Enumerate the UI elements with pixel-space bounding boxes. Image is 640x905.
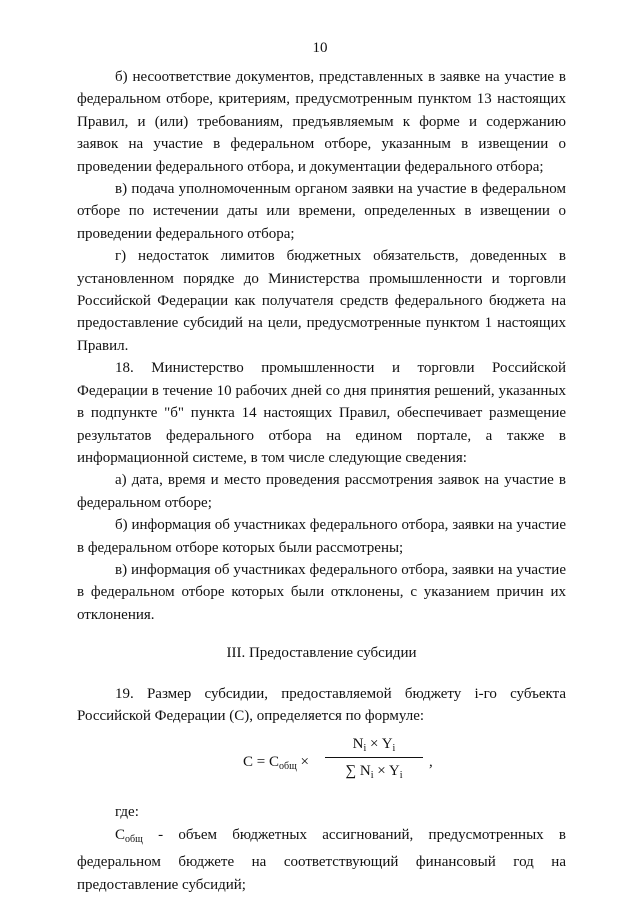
den-sub-i1: i xyxy=(370,770,374,782)
paragraph-18: 18. Министерство промышленности и торговли Российской Федерации в течение 10 рабочих дней со дня принятия решений, указанных в подпункте "б" пункта 14 настоящих Правил, обеспечивает размещение результатов федерального отбора на едином портале, а также в информационной системе, в том числе следующие сведения: xyxy=(77,360,566,466)
section-heading: III. Предоставление субсидии xyxy=(226,645,417,662)
page-number: 10 xyxy=(312,40,328,56)
c-obsh-sub: общ xyxy=(125,833,143,845)
c-obsh-symbol xyxy=(115,827,143,843)
formula-numerator xyxy=(325,733,423,755)
num-times-y: × Y xyxy=(366,736,393,753)
formula-lhs-sub: общ xyxy=(278,761,297,773)
den-sub-i2: i xyxy=(399,770,403,782)
paragraph-v-submission: в) подача уполномоченным органом заявки на участие в федеральном отборе по истечении даты или времени, определенных в извещении о проведении федерального отбора; xyxy=(77,181,566,242)
formula-times: × xyxy=(296,754,309,771)
den-times-y: × Y xyxy=(373,763,400,780)
paragraph-18v: в) информация об участниках федерального отбора, заявки на участие в федеральном отборе которых были отклонены, с указанием причин их отклонения. xyxy=(77,561,566,623)
paragraph-19: 19. Размер субсидии, предоставляемой бюджету i-го субъекта Российской Федерации (C), определяется по формуле: xyxy=(77,685,566,724)
den-sum-n: ∑ N xyxy=(345,763,371,780)
paragraph-b-mismatch: б) несоответствие документов, представленных в заявке на участие в федеральном отборе, критериям, предусмотренным пунктом 13 настоящих Правил, и (или) требованиям, предъявляемым к форме и содержанию заявок на участие в федеральном отборе, указанным в извещении о проведении федерального отбора, и документации федерального отбора; xyxy=(77,69,566,175)
subsidy-formula xyxy=(77,733,566,789)
document-body xyxy=(77,66,566,896)
paragraph-18a: а) дата, время и место проведения рассмотрения заявок на участие в федеральном отборе; xyxy=(77,472,566,511)
definition-c-obsh xyxy=(77,824,566,896)
c-obsh-main: C xyxy=(115,826,126,843)
num-sub-i1: i xyxy=(363,743,367,755)
fraction-bar xyxy=(325,757,423,758)
num-sub-i2: i xyxy=(392,743,396,755)
paragraph-g-limits: г) недостаток лимитов бюджетных обязательств, доведенных в установленном порядке до Министерства промышленности и торговли Российской Федерации как получателя средств федерального бюджета на предоставление субсидий на цели, предусмотренные пунктом 1 настоящих Правил. xyxy=(77,248,566,354)
formula-comma: , xyxy=(429,754,433,771)
formula-lhs-main: C = C xyxy=(243,754,279,771)
formula-lhs xyxy=(243,751,309,778)
num-n: N xyxy=(352,736,364,753)
where-label: где: xyxy=(115,804,139,821)
paragraph-18b: б) информация об участниках федерального отбора, заявки на участие в федеральном отборе которых были рассмотрены; xyxy=(77,517,566,556)
formula-denominator xyxy=(325,760,423,782)
formula-fraction xyxy=(325,733,423,782)
c-obsh-definition-text: - объем бюджетных ассигнований, предусмотренных в федеральном бюджете на соответствующий финансовый год на предоставление субсидий; xyxy=(77,826,566,893)
